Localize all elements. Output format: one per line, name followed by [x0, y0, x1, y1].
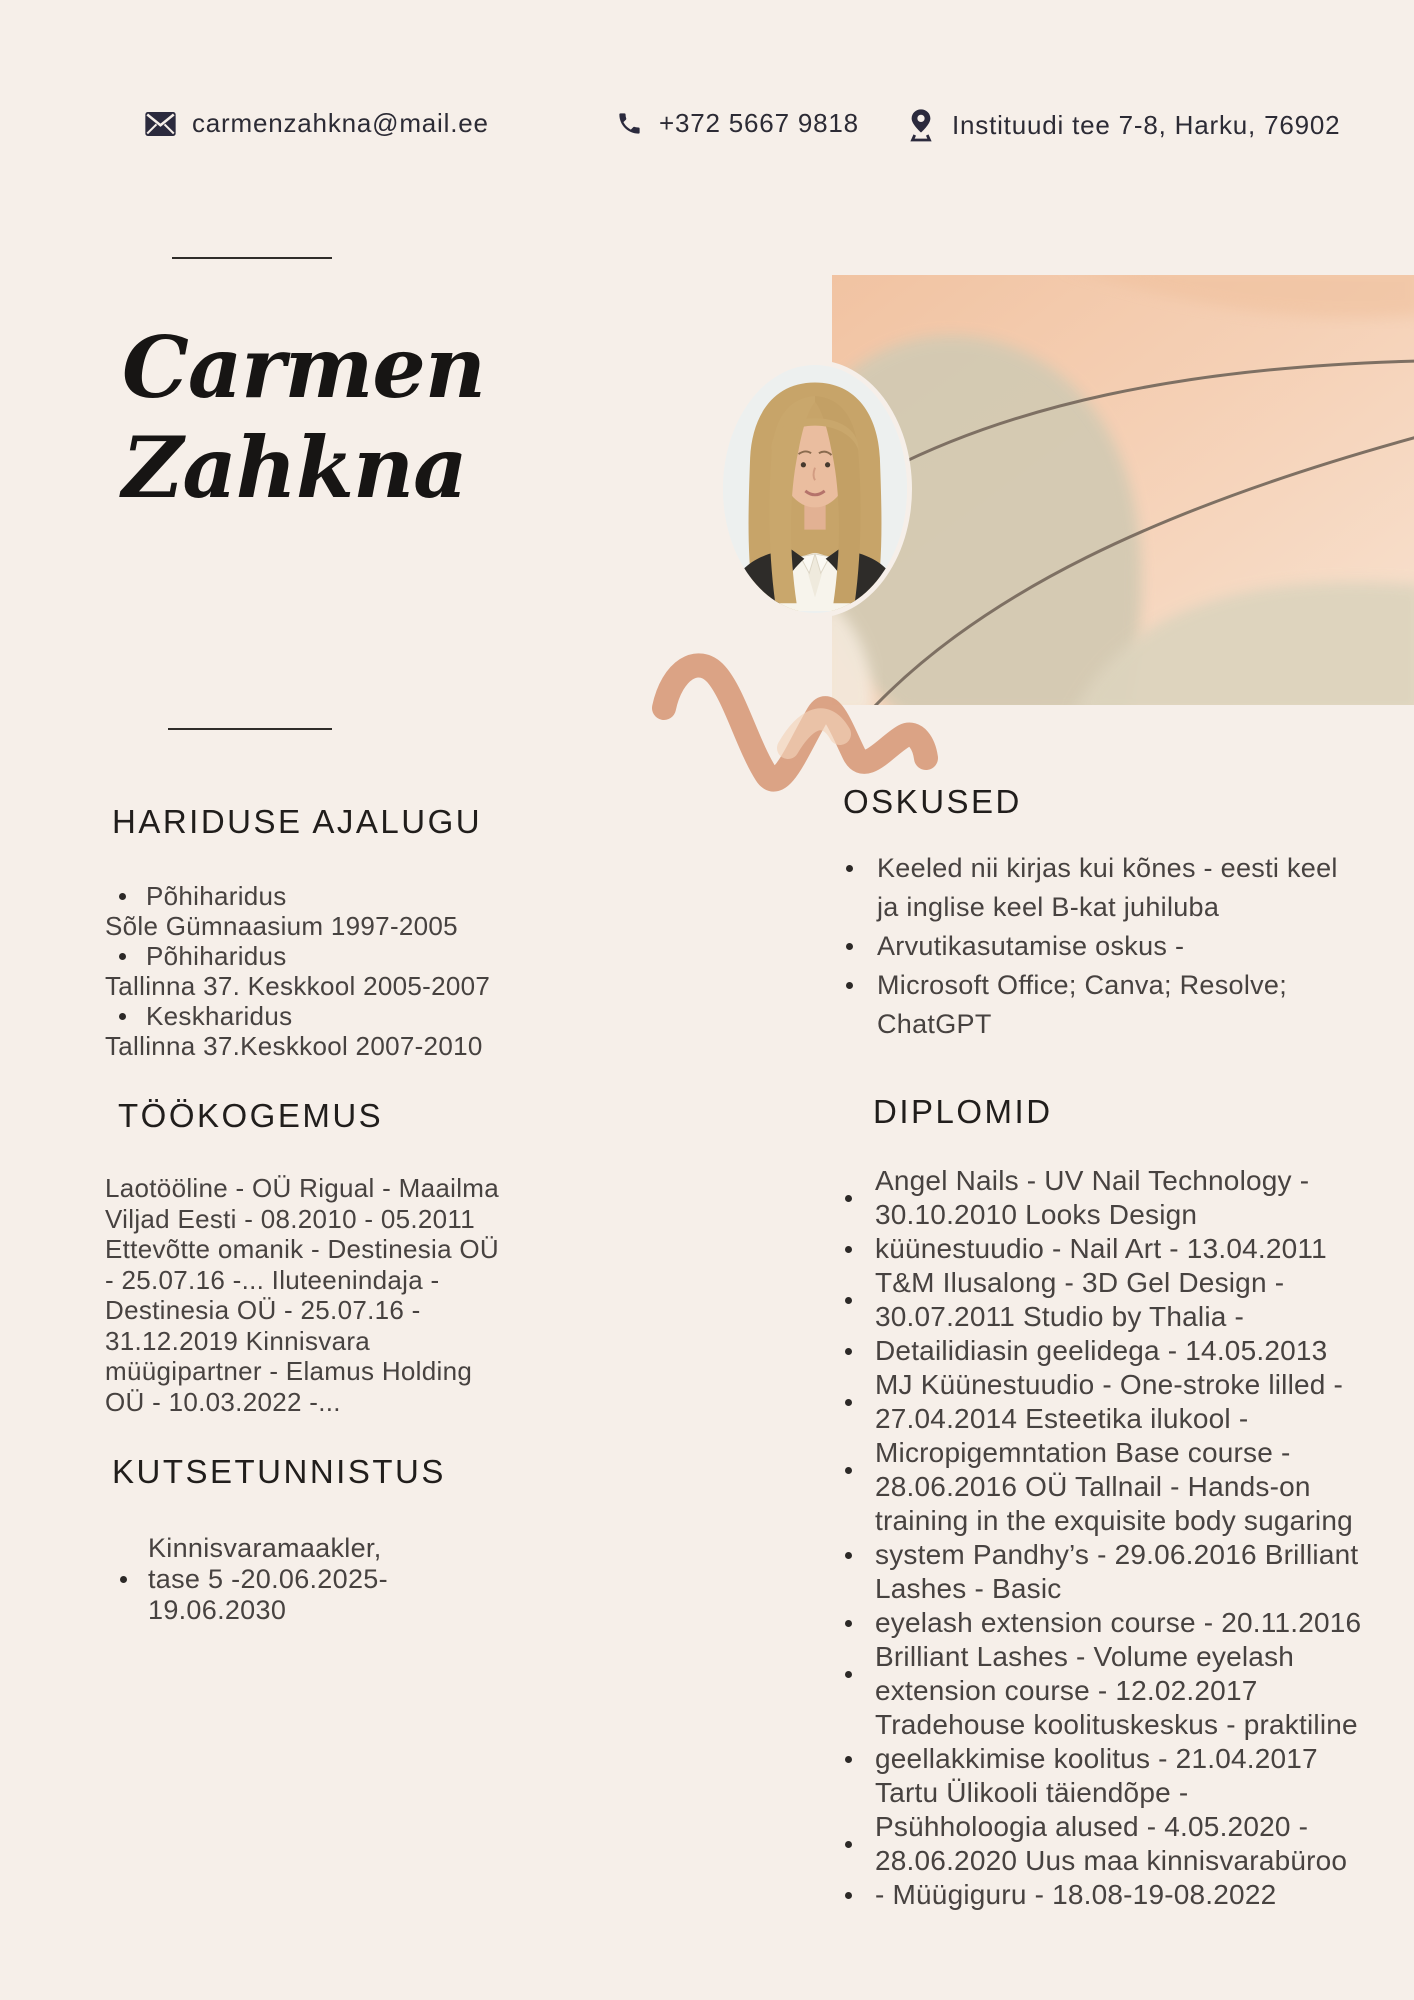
section-experience: [105, 1097, 525, 1417]
location-pin-icon: [906, 108, 936, 142]
bullet-dot: [846, 982, 853, 989]
diploma-item: - Müügiguru - 18.08-19-08.2022: [845, 1878, 1405, 1912]
diploma-item: Micropigemntation Base course - 28.06.2016 OÜ Tallnail - Hands-on: [845, 1436, 1405, 1504]
bullet-dot: [845, 1552, 852, 1559]
diploma-item: Angel Nails - UV Nail Technology - 30.10.2010 Looks Design: [845, 1164, 1405, 1232]
diplomas-title: DIPLOMID: [873, 1093, 1053, 1130]
diplomas-list: [845, 1164, 1405, 1912]
education-school: Tallinna 37.Keskkool 2007-2010: [105, 1031, 483, 1061]
education-item: [105, 1001, 565, 1061]
bullet-dot: [119, 893, 126, 900]
education-level: Keskharidus: [146, 1001, 293, 1031]
first-name: Carmen: [122, 318, 485, 417]
bullet-dot: [845, 1297, 852, 1304]
contact-email-text: carmenzahkna@mail.ee: [192, 108, 489, 138]
bullet-dot: [846, 865, 853, 872]
person-name: [122, 318, 485, 518]
skill-item: Arvutikasutamise oskus -: [843, 927, 1403, 966]
diploma-item: MJ Küünestuudio - One-stroke lilled - 27.04.2014 Esteetika ilukool -: [845, 1368, 1405, 1436]
education-school: Sõle Gümnaasium 1997-2005: [105, 911, 458, 941]
diploma-item: T&M Ilusalong - 3D Gel Design - 30.07.2011 Studio by Thalia -: [845, 1266, 1405, 1334]
divider-line-top: [172, 257, 332, 259]
diploma-item: training in the exquisite body sugaring system Pandhy’s - 29.06.2016 Brilliant Lashes - Basic: [845, 1504, 1405, 1606]
contact-email: [145, 108, 489, 139]
bullet-dot: [845, 1841, 852, 1848]
contact-address-text: Instituudi tee 7-8, Harku, 76902: [952, 109, 1341, 140]
email-icon: [145, 112, 176, 136]
experience-text: Laotööline - OÜ Rigual - Maailma Viljad Eesti - 08.2010 - 05.2011 Ettevõtte omanik - Destinesia OÜ - 25.07.16 -... Iluteenindaja - Destinesia OÜ - 25.07.16 - 31.12.2019 Kinnisvara müügipartner - Elamus Holding OÜ - 10.03.2022 -...: [105, 1173, 499, 1417]
bullet-dot: [845, 1399, 852, 1406]
skill-item: Microsoft Office; Canva; Resolve; ChatGPT: [843, 966, 1403, 1044]
bullet-dot: [845, 1195, 852, 1202]
profile-photo: [718, 360, 912, 618]
section-diplomas: [845, 1093, 1405, 1912]
contact-phone: [616, 108, 859, 139]
experience-title: TÖÖKOGEMUS: [118, 1097, 384, 1134]
section-certificate: [105, 1453, 525, 1626]
certificate-title: KUTSETUNNISTUS: [112, 1453, 446, 1490]
bullet-dot: [845, 1620, 852, 1627]
last-name: Zahkna: [122, 418, 467, 517]
bullet-dot: [845, 1467, 852, 1474]
certificate-item: [105, 1533, 525, 1626]
contact-address: [906, 108, 1340, 142]
bullet-dot: [845, 1246, 852, 1253]
education-item: [105, 941, 565, 1001]
bullet-dot: [845, 1756, 852, 1763]
bullet-dot: [845, 1348, 852, 1355]
skills-title: OSKUSED: [843, 783, 1022, 820]
diploma-item: Psühholoogia alused - 4.05.2020 - 28.06.2020 Uus maa kinnisvarabüroo: [845, 1810, 1405, 1878]
education-list: [105, 881, 565, 1061]
skills-list: [843, 849, 1403, 1044]
bullet-dot: [120, 1576, 127, 1583]
diploma-item: Detailidiasin geelidega - 14.05.2013: [845, 1334, 1405, 1368]
certificate-text: Kinnisvaramaakler, tase 5 -20.06.2025- 19.06.2030: [148, 1533, 388, 1625]
bullet-dot: [845, 1671, 852, 1678]
education-school: Tallinna 37. Keskkool 2005-2007: [105, 971, 491, 1001]
skill-item: Keeled nii kirjas kui kõnes - eesti keel ja inglise keel B-kat juhiluba: [843, 849, 1403, 927]
education-level: Põhiharidus: [146, 941, 287, 971]
bullet-dot: [119, 1013, 126, 1020]
diploma-item: küünestuudio - Nail Art - 13.04.2011: [845, 1232, 1405, 1266]
avatar-illustration: [723, 365, 907, 613]
education-item: [105, 881, 565, 941]
bullet-dot: [845, 1892, 852, 1899]
education-title: HARIDUSE AJALUGU: [112, 803, 483, 840]
diploma-item: Brilliant Lashes - Volume eyelash extension course - 12.02.2017: [845, 1640, 1405, 1708]
section-skills: [843, 783, 1403, 1044]
bullet-dot: [846, 943, 853, 950]
education-level: Põhiharidus: [146, 881, 287, 911]
bullet-dot: [119, 953, 126, 960]
phone-icon: [616, 110, 643, 137]
contact-phone-text: +372 5667 9818: [659, 108, 859, 138]
divider-line-middle: [168, 728, 332, 730]
diploma-item: Tradehouse koolituskeskus - praktiline geellakkimise koolitus - 21.04.2017 Tartu Ülikooli täiendõpe -: [845, 1708, 1405, 1810]
section-education: [105, 803, 565, 1061]
diploma-item: eyelash extension course - 20.11.2016: [845, 1606, 1405, 1640]
